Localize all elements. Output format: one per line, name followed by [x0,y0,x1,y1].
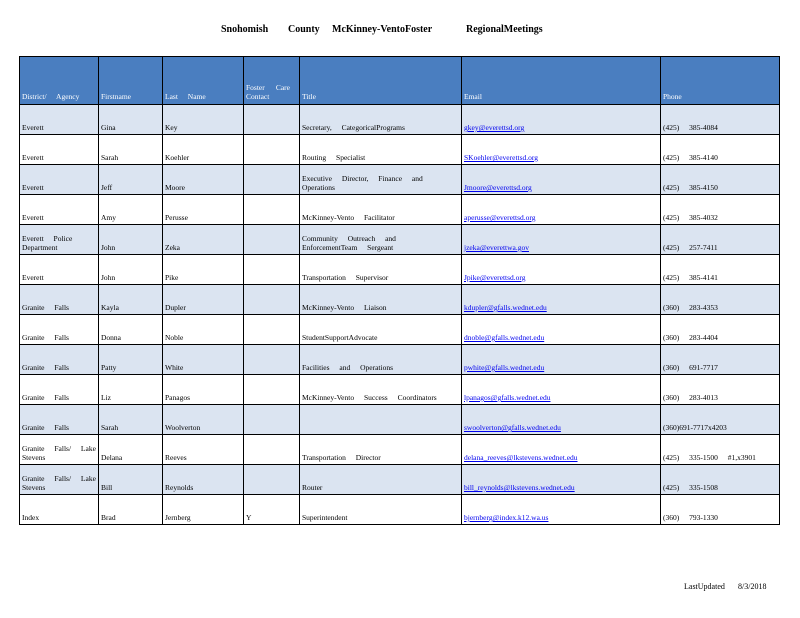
cell-title-text: Community Outreach and EnforcementTeam Sergeant [302,234,396,252]
cell-firstname-text: Patty [101,363,117,372]
cell-district [20,405,99,435]
cell-title-text: Router [302,483,323,492]
email-link[interactable]: Jpike@everettsd.org [464,273,526,282]
cell-phone-text: (360) 691-7717 [663,363,718,372]
cell-district-text: Granite Falls/ Lake Stevens [22,474,96,492]
cell-district-text: Everett Police Department [22,234,73,252]
title-county-word: County [288,24,320,35]
cell-title [300,285,462,315]
table-row [20,255,780,285]
cell-lastname-text: Reynolds [165,483,194,492]
cell-title-text: StudentSupportAdvocate [302,333,378,342]
cell-phone [661,405,780,435]
cell-title-text: Routing Specialist [302,153,366,162]
cell-lastname [163,255,244,285]
cell-phone [661,225,780,255]
cell-title-text: McKinney-Vento Liaison [302,303,387,312]
cell-firstname [99,255,163,285]
cell-phone-text: (425) 385-4140 [663,153,718,162]
cell-phone [661,345,780,375]
cell-firstname [99,495,163,525]
cell-lastname [163,285,244,315]
cell-district-text: Granite Falls [22,423,69,432]
cell-foster-contact [244,465,300,495]
cell-firstname-text: Amy [101,213,116,222]
cell-title [300,225,462,255]
cell-lastname [163,165,244,195]
cell-foster-contact [244,195,300,225]
cell-district-text: Everett [22,153,44,162]
cell-firstname [99,345,163,375]
cell-foster-contact [244,225,300,255]
cell-email [462,225,661,255]
cell-email [462,405,661,435]
cell-phone [661,435,780,465]
cell-email [462,345,661,375]
cell-title-text: Transportation Director [302,453,381,462]
cell-title-text: Facilities and Operations [302,363,393,372]
cell-firstname [99,375,163,405]
col-header-district: District/ Agency [20,57,99,105]
cell-foster-contact [244,495,300,525]
cell-foster-contact [244,105,300,135]
cell-district-text: Everett [22,213,44,222]
cell-district [20,255,99,285]
cell-foster-contact [244,375,300,405]
cell-firstname-text: Bill [101,483,113,492]
cell-lastname-text: Perusse [165,213,188,222]
cell-title [300,315,462,345]
cell-phone [661,495,780,525]
cell-district-text: Everett [22,183,44,192]
cell-title [300,345,462,375]
table-row [20,195,780,225]
cell-lastname-text: Pike [165,273,179,282]
table-row [20,495,780,525]
cell-phone-text: (425) 385-4032 [663,213,718,222]
cell-district [20,285,99,315]
email-link[interactable]: bjernberg@index.k12.wa.us [464,513,549,522]
cell-phone-text: (425) 335-1508 [663,483,718,492]
cell-phone-text: (360) 283-4404 [663,333,718,342]
cell-phone-text: (425) 335-1500 #1,x3901 [663,453,756,462]
cell-district-text: Granite Falls/ Lake Stevens [22,444,96,462]
cell-lastname [163,375,244,405]
cell-foster-contact [244,435,300,465]
document-title [0,24,800,40]
cell-lastname-text: Koehler [165,153,190,162]
cell-email [462,315,661,345]
cell-title [300,105,462,135]
cell-district-text: Everett [22,273,44,282]
cell-email [462,135,661,165]
email-link[interactable]: aperusse@everettsd.org [464,213,536,222]
email-link[interactable]: pwhite@gfalls.wednet.edu [464,363,545,372]
cell-email [462,195,661,225]
cell-lastname [163,345,244,375]
table-body [20,105,780,525]
cell-firstname [99,405,163,435]
table-header-row [20,57,780,105]
cell-phone-text: (425) 257-7411 [663,243,718,252]
cell-email [462,435,661,465]
cell-firstname [99,105,163,135]
cell-title-text: Transportation Supervisor [302,273,389,282]
cell-lastname-text: Panagos [165,393,190,402]
cell-foster-contact [244,315,300,345]
cell-foster-contact [244,135,300,165]
cell-firstname [99,465,163,495]
cell-phone [661,105,780,135]
cell-district-text: Granite Falls [22,393,69,402]
cell-district [20,495,99,525]
cell-firstname [99,225,163,255]
cell-lastname-text: Moore [165,183,185,192]
cell-lastname-text: White [165,363,184,372]
col-header-foster: Foster Care Contact [244,57,300,105]
cell-phone [661,375,780,405]
email-link[interactable]: bill_reynolds@lkstevens.wednet.edu [464,483,575,492]
table-row [20,435,780,465]
last-updated-label: LastUpdated [684,582,725,591]
cell-lastname-text: Woolverton [165,423,201,432]
cell-district [20,225,99,255]
cell-district [20,345,99,375]
col-header-phone: Phone [661,57,780,105]
cell-district [20,435,99,465]
table-row [20,285,780,315]
cell-lastname [163,315,244,345]
cell-district-text: Everett [22,123,44,132]
cell-title-text: Secretary, CategoricalPrograms [302,123,405,132]
cell-firstname-text: Jeff [101,183,113,192]
last-updated-date: 8/3/2018 [738,582,767,591]
cell-district [20,135,99,165]
table-row [20,315,780,345]
cell-phone-text: (360) 793-1330 [663,513,718,522]
cell-foster-contact [244,285,300,315]
cell-phone [661,315,780,345]
cell-email [462,465,661,495]
cell-email [462,495,661,525]
cell-firstname-text: John [101,273,116,282]
table-row [20,165,780,195]
cell-title-text: Superintendent [302,513,348,522]
cell-district-text: Granite Falls [22,303,69,312]
cell-district-text: Granite Falls [22,363,69,372]
cell-firstname-text: Donna [101,333,121,342]
cell-phone [661,165,780,195]
cell-title-text: McKinney-Vento Success Coordinators [302,393,437,402]
table-row [20,225,780,255]
cell-district [20,315,99,345]
col-header-firstname: Firstname [99,57,163,105]
title-program: McKinney-VentoFoster [332,24,433,35]
email-link[interactable]: delana_reeves@lkstevens.wednet.edu [464,453,578,462]
cell-lastname [163,225,244,255]
cell-email [462,255,661,285]
cell-foster-contact [244,165,300,195]
cell-firstname [99,195,163,225]
cell-lastname [163,495,244,525]
cell-phone-text: (360)691-7717x4203 [663,423,727,432]
cell-title [300,135,462,165]
title-meetings: RegionalMeetings [466,24,543,35]
cell-title [300,465,462,495]
cell-foster-contact [244,255,300,285]
title-county-name: Snohomish [221,24,269,35]
cell-firstname [99,135,163,165]
cell-title-text: Executive Director, Finance and Operations [302,174,423,192]
email-link[interactable]: gkey@everettsd.org [464,123,525,132]
cell-lastname [163,465,244,495]
cell-firstname [99,315,163,345]
email-link[interactable]: SKoehler@everettsd.org [464,153,539,162]
cell-firstname-text: Liz [101,393,111,402]
col-header-lastname: Last Name [163,57,244,105]
cell-firstname-text: Kayla [101,303,119,312]
table-row [20,375,780,405]
col-header-email: Email [462,57,661,105]
cell-lastname [163,195,244,225]
cell-title-text: McKinney-Vento Facilitator [302,213,395,222]
cell-district [20,165,99,195]
cell-phone [661,465,780,495]
cell-foster-contact [244,405,300,435]
cell-phone [661,285,780,315]
cell-foster-contact [244,345,300,375]
cell-firstname-text: Gina [101,123,116,132]
cell-phone [661,255,780,285]
cell-firstname-text: Brad [101,513,116,522]
cell-district-text: Index [22,513,40,522]
cell-lastname [163,105,244,135]
cell-title [300,255,462,285]
cell-lastname-text: Dupler [165,303,186,312]
cell-firstname-text: Sarah [101,423,119,432]
cell-title [300,435,462,465]
cell-title [300,375,462,405]
cell-district [20,465,99,495]
cell-phone [661,135,780,165]
cell-foster-contact-text: Y [246,513,252,522]
cell-district [20,105,99,135]
email-link[interactable]: lpanagos@gfalls.wednet.edu [464,393,551,402]
cell-phone-text: (425) 385-4150 [663,183,718,192]
cell-lastname [163,435,244,465]
cell-firstname [99,165,163,195]
cell-lastname [163,135,244,165]
email-link[interactable]: jzeka@everettwa.gov [464,243,529,252]
cell-title [300,195,462,225]
cell-phone-text: (360) 283-4353 [663,303,718,312]
table-row [20,465,780,495]
cell-email [462,285,661,315]
table-row [20,345,780,375]
contact-table [19,56,780,525]
email-link[interactable]: swoolverton@gfalls.wednet.edu [464,423,561,432]
table-row [20,105,780,135]
cell-email [462,165,661,195]
cell-title [300,165,462,195]
cell-district-text: Granite Falls [22,333,69,342]
col-header-title: Title [300,57,462,105]
email-link[interactable]: Jmoore@everettsd.org [464,183,532,192]
cell-title [300,495,462,525]
cell-district [20,375,99,405]
cell-phone-text: (360) 283-4013 [663,393,718,402]
cell-firstname-text: Sarah [101,153,119,162]
cell-lastname-text: Key [165,123,178,132]
cell-lastname-text: Noble [165,333,184,342]
cell-lastname-text: Jernberg [165,513,191,522]
cell-firstname [99,435,163,465]
cell-lastname [163,405,244,435]
table-row [20,405,780,435]
cell-firstname-text: Delana [101,453,123,462]
cell-lastname-text: Reeves [165,453,187,462]
cell-district [20,195,99,225]
cell-phone-text: (425) 385-4084 [663,123,718,132]
email-link[interactable]: kdupler@gfalls.wednet.edu [464,303,547,312]
cell-firstname-text: John [101,243,116,252]
cell-title [300,405,462,435]
cell-lastname-text: Zeka [165,243,180,252]
cell-email [462,105,661,135]
cell-email [462,375,661,405]
email-link[interactable]: dnoble@gfalls.wednet.edu [464,333,545,342]
cell-phone [661,195,780,225]
cell-phone-text: (425) 385-4141 [663,273,718,282]
table-row [20,135,780,165]
cell-firstname [99,285,163,315]
